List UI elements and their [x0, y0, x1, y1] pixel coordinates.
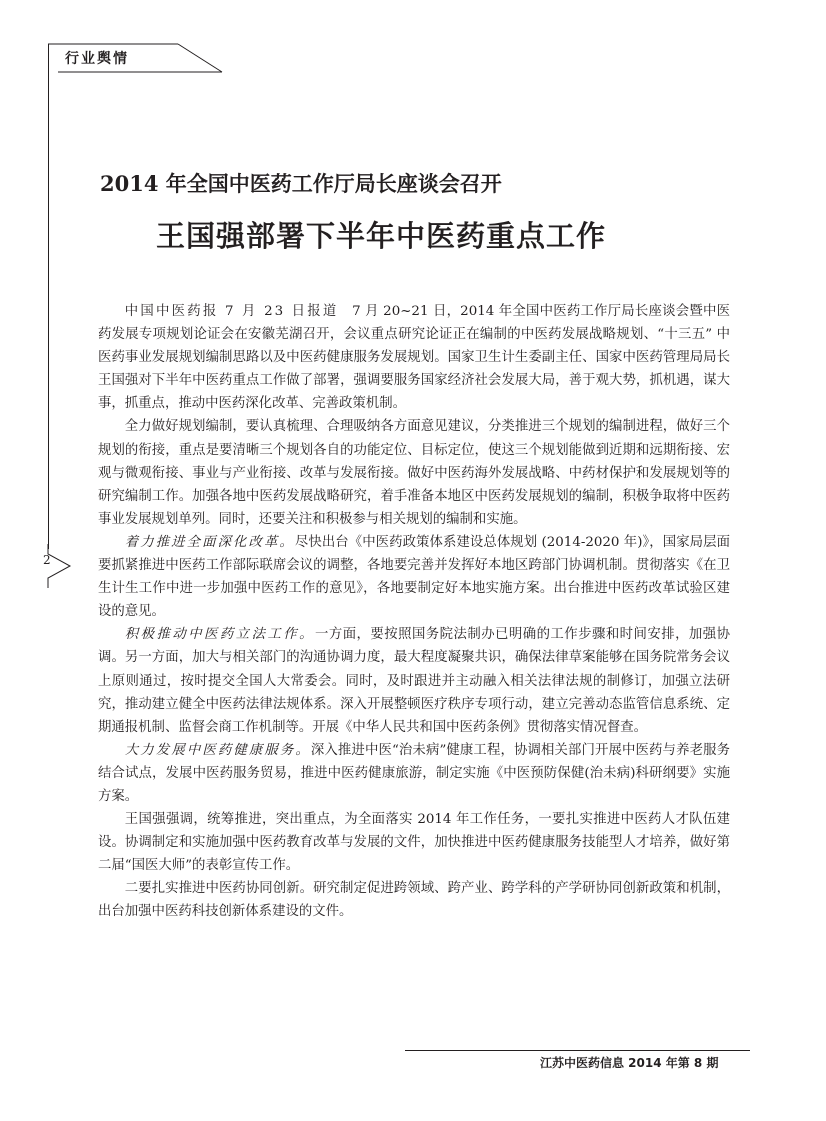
paragraph-7	[98, 877, 730, 923]
article-subtitle: 2014 年全国中医药工作厅局长座谈会召开	[100, 171, 502, 196]
paragraph-lead: 中国中医药报 7 月 23 日报道	[124, 304, 339, 319]
paragraph-6	[98, 808, 730, 877]
paragraph-text: 深入推进中医“治未病”健康工程，协调相关部门开展中医药与养老服务结合试点，发展中医药服务贸易，推进中医药健康旅游，制定实施《中医预防保健(治未病)科研纲要》实施方案。	[98, 742, 730, 804]
paragraph-4	[98, 623, 730, 738]
paragraph-text: 一方面，要按照国务院法制办已明确的工作步骤和时间安排，加强协调。另一方面，加大与相关部门的沟通协调力度，最大程度凝聚共识，确保法律草案能够在国务院常务会议上原则通过，按时提交全国人大常委会。同时，及时跟进并主动融入相关法律法规的制修订，加强立法研究，推动建立健全中医药法律法规体系。深入开展整顿医疗秩序专项行动，建立完善动态监管信息系统、定期通报机制、监督会商工作机制等。开展《中华人民共和国中医药条例》贯彻落实情况督查。	[98, 627, 731, 735]
publication-footer: 江苏中医药信息 2014 年第 8 期	[540, 1056, 719, 1070]
paragraph-3	[98, 531, 730, 623]
column-tag: 行业舆情	[65, 51, 129, 67]
paragraph-text: 二要扎实推进中医药协同创新。研究制定促进跨领域、跨产业、跨学科的产学研协同创新政策和机制，出台加强中医药科技创新体系建设的文件。	[98, 881, 730, 920]
paragraph-lead: 着力推进全面深化改革。	[124, 534, 295, 550]
paragraph-lead: 积极推动中医药立法工作。	[124, 627, 315, 643]
paragraph-text: 全力做好规划编制，要认真梳理、合理吸纳各方面意见建议，分类推进三个规划的编制进程，做好三个规划的衔接，重点是要清晰三个规划各自的功能定位、目标定位，使这三个规划能做到近期和远期衔接、宏观与微观衔接、事业与产业衔接、改革与发展衔接。做好中医药海外发展战略、中药材保护和发展规划等的研究编制工作。加强各地中医药发展战略研究，着手准备本地区中医药发展规划的编制，积极争取将中医药事业发展规划单列。同时，还要关注和积极参与相关规划的编制和实施。	[98, 419, 730, 527]
paragraph-text: 7 月 20~21 日，2014 年全国中医药工作厅局长座谈会暨中医药发展专项规划论证会在安徽芜湖召开，会议重点研究论证正在编制的中医药发展战略规划、“十三五” 中医药事业发展规划编制思路以及中医药健康服务发展规划。国家卫生计生委副主任、国家中医药管理局局长王国强对下半年中医药重点工作做了部署，强调要服务国家经济社会发展大局，善于观大势，抓机遇，谋大事，抓重点，推动中医药深化改革、完善政策机制。	[98, 304, 730, 412]
footer-rule	[405, 1050, 750, 1051]
article-title: 王国强部署下半年中医药重点工作	[156, 219, 607, 253]
page-number: 2	[43, 553, 51, 567]
paragraph-1	[98, 300, 730, 415]
paragraph-text: 尽快出台《中医药政策体系建设总体规划 (2014-2020 年)》，国家局层面要抓紧推进中医药工作部际联席会议的调整，各地要完善并发挥好本地区跨部门协调机制。贯彻落实《在卫生计生工作中进一步加强中医药工作的意见》，各地要制定好本地实施方案。出台推进中医药改革试验区建设的意见。	[98, 534, 730, 620]
paragraph-lead: 大力发展中医药健康服务。	[124, 742, 311, 758]
paragraph-2	[98, 415, 730, 530]
paragraph-text: 王国强强调，统筹推进，突出重点，为全面落实 2014 年工作任务，一要扎实推进中医药人才队伍建设。协调制定和实施加强中医药教育改革与发展的文件，加快推进中医药健康服务技能型人才培养，做好第二届“国医大师”的表彰宣传工作。	[98, 812, 730, 874]
margin-rule	[48, 44, 49, 549]
article-body	[98, 300, 730, 924]
paragraph-5	[98, 739, 730, 808]
page-number-marker	[26, 540, 76, 590]
